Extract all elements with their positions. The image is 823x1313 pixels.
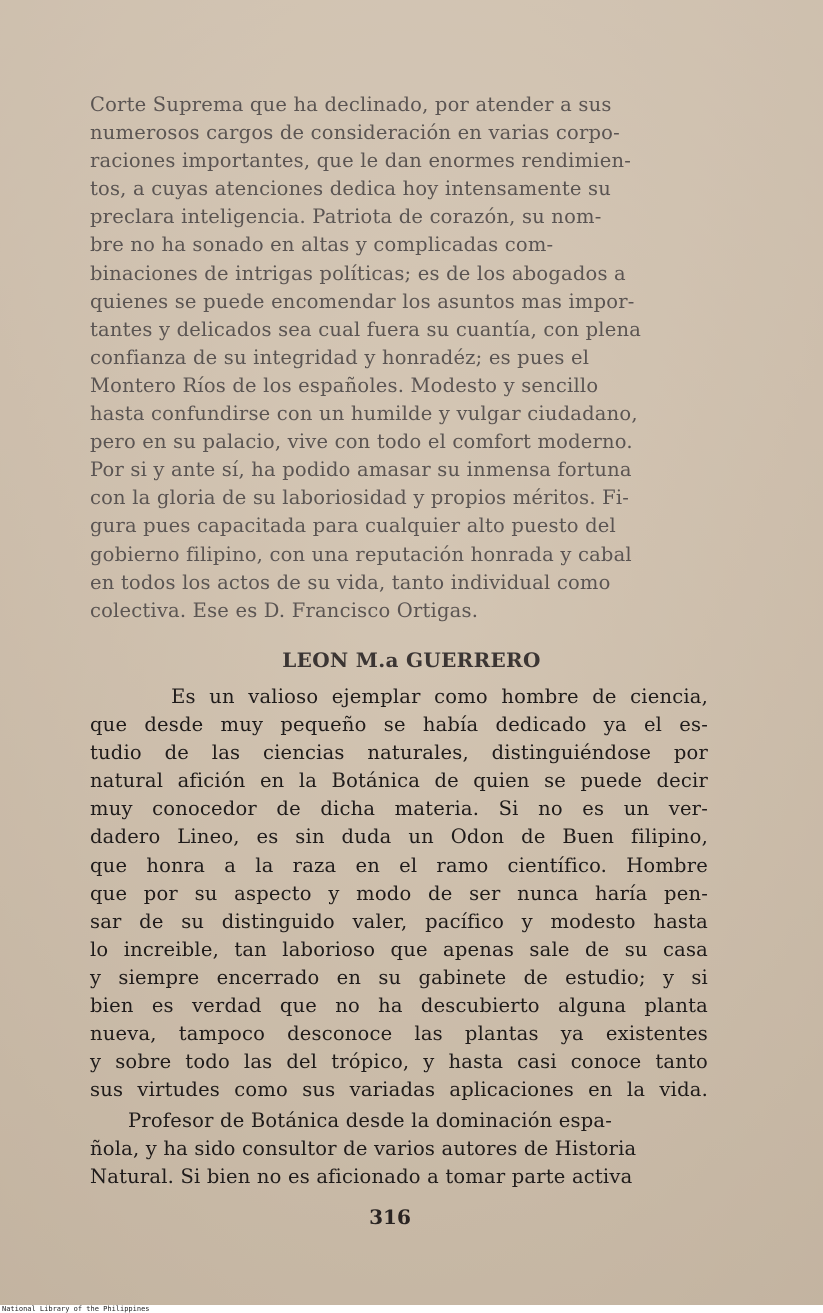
text-line: numerosos cargos de consideración en varias corpo-: [90, 121, 620, 145]
text-line: sus virtudes como sus variadas aplicaciones en la vida.: [90, 1078, 708, 1102]
text-line: nueva, tampoco desconoce las plantas ya existentes: [90, 1022, 708, 1046]
text-line: gura pues capacitada para cualquier alto puesto del: [90, 514, 616, 538]
text-line: dadero Lineo, es sin duda un Odon de Buen filipino,: [90, 825, 708, 849]
text-line: Natural. Si bien no es aficionado a tomar parte activa: [90, 1165, 633, 1189]
page-number: 316: [369, 1205, 411, 1229]
text-line: sar de su distinguido valer, pacífico y modesto hasta: [90, 909, 708, 933]
text-line: natural afición en la Botánica de quien se puede decir: [90, 769, 708, 793]
text-line: bien es verdad que no ha descubierto alguna planta: [90, 994, 708, 1018]
text-line: pero en su palacio, vive con todo el comfort moderno.: [90, 430, 633, 454]
text-line: bre no ha sonado en altas y complicadas com-: [90, 233, 554, 257]
paragraph-bottom-continued: [90, 1107, 708, 1191]
text-line: preclara inteligencia. Patriota de corazón, su nom-: [90, 205, 602, 229]
text-line: tantes y delicados sea cual fuera su cuantía, con plena: [90, 317, 642, 341]
text-line: Por si y ante sí, ha podido amasar su inmensa fortuna: [90, 458, 632, 482]
text-line: Montero Ríos de los españoles. Modesto y sencillo: [90, 373, 599, 397]
text-line: colectiva. Ese es D. Francisco Ortigas.: [90, 598, 479, 622]
footer-credit: National Library of the Philippines: [2, 1305, 150, 1313]
text-line: binaciones de intrigas políticas; es de los abogados a: [90, 261, 626, 285]
section-heading: LEON M.a GUERRERO: [282, 648, 541, 672]
text-line: hasta confundirse con un humilde y vulgar ciudadano,: [90, 402, 638, 426]
text-line: lo increible, tan laborioso que apenas sale de su casa: [90, 937, 708, 961]
text-line: que por su aspecto y modo de ser nunca haría pen-: [90, 881, 708, 905]
text-line: que honra a la raza en el ramo científico. Hombre: [90, 853, 708, 877]
text-line: gobierno filipino, con una reputación honrada y cabal: [90, 542, 632, 566]
text-line: confianza de su integridad y honradéz; es pues el: [90, 345, 590, 369]
text-line: muy conocedor de dicha materia. Si no es un ver-: [90, 797, 708, 821]
text-line: tos, a cuyas atenciones dedica hoy intensamente su: [90, 177, 611, 201]
text-line: Es un valioso ejemplar como hombre de ciencia,: [90, 685, 708, 708]
text-line: ñola, y ha sido consultor de varios autores de Historia: [90, 1137, 637, 1161]
text-line: y siempre encerrado en su gabinete de estudio; y si: [90, 965, 708, 989]
paragraph-top: [90, 91, 708, 625]
text-line: Profesor de Botánica desde la dominación espa-: [128, 1109, 613, 1132]
text-line: y sobre todo las del trópico, y hasta casi conoce tanto: [90, 1050, 708, 1074]
text-line: en todos los actos de su vida, tanto individual como: [90, 570, 611, 594]
text-line: raciones importantes, que le dan enormes rendimien-: [90, 149, 631, 173]
text-line: con la gloria de su laboriosidad y propios méritos. Fi-: [90, 486, 630, 510]
text-line: tudio de las ciencias naturales, distinguiéndose por: [90, 741, 708, 765]
text-line: quienes se puede encomendar los asuntos mas impor-: [90, 289, 635, 313]
paragraph-bottom: [90, 683, 708, 1104]
text-line: que desde muy pequeño se había dedicado ya el es-: [90, 713, 708, 737]
text-line: Corte Suprema que ha declinado, por atender a sus: [90, 93, 612, 116]
